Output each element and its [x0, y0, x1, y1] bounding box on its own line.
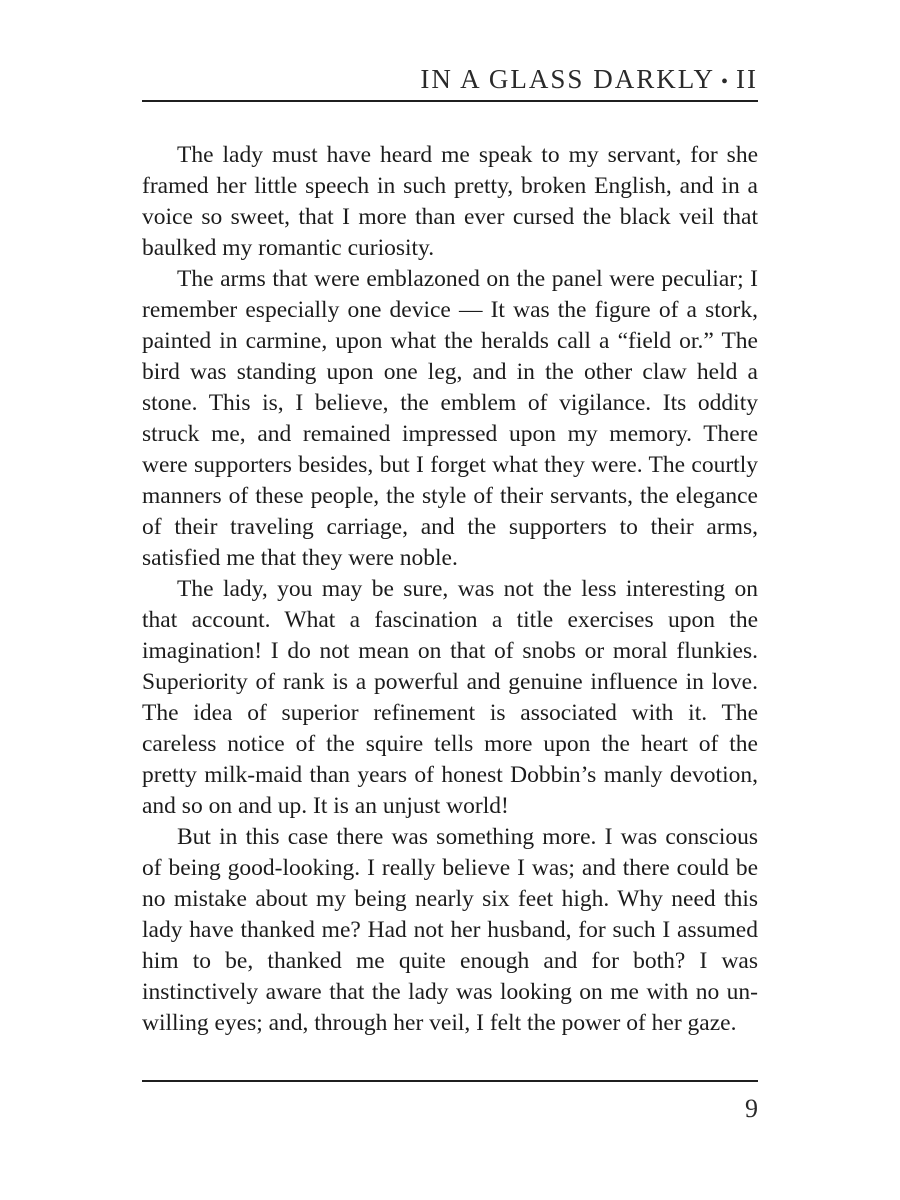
- chapter-number: II: [736, 64, 758, 94]
- paragraph: The lady must have heard me speak to my servant, for she framed her little speech in such pretty, broken English, and in a voice so sweet, that I more than ever cursed the black veil that baulked my romantic curiosity.: [142, 142, 758, 261]
- book-title: IN A GLASS DARKLY: [420, 64, 715, 94]
- header-rule: [142, 100, 758, 102]
- footer-rule: [142, 1080, 758, 1082]
- running-head: [142, 62, 758, 99]
- page-number: 9: [745, 1094, 758, 1123]
- header-separator: •: [721, 71, 731, 93]
- paragraph: The lady, you may be sure, was not the less interesting on that account. What a fascination a title exercises upon the imagination! I do not mean on that of snobs or moral flunkies. Superiority of rank is a powerful and genuine influence in love. The idea of superior refinement is associated with it. The careless notice of the squire tells more upon the heart of the pretty milk-maid than years of honest Dobbin’s manly devotion, and so on and up. It is an unjust world!: [142, 576, 758, 819]
- body-text: [142, 140, 758, 1039]
- paragraph: But in this case there was something more. I was conscious of being good-looking. I really believe I was; and there could be no mistake about my being nearly six feet high. Why need this lady have thanked me? Had not her husband, for such I assumed him to be, thanked me quite enough and for both? I was instinctively aware that the lady was looking on me with no unwilling eyes; and, through her veil, I felt the power of her gaze.: [142, 824, 758, 1036]
- paragraph: The arms that were emblazoned on the panel were peculiar; I remember especially one device — It was the figure of a stork, painted in carmine, upon what the heralds call a “field or.” The bird was standing upon one leg, and in the other claw held a stone. This is, I believe, the emblem of vigilance. Its oddity struck me, and remained impressed upon my memory. There were supporters besides, but I forget what they were. The courtly manners of these people, the style of their servants, the elegance of their traveling carriage, and the supporters to their arms, satisfied me that they were noble.: [142, 266, 758, 571]
